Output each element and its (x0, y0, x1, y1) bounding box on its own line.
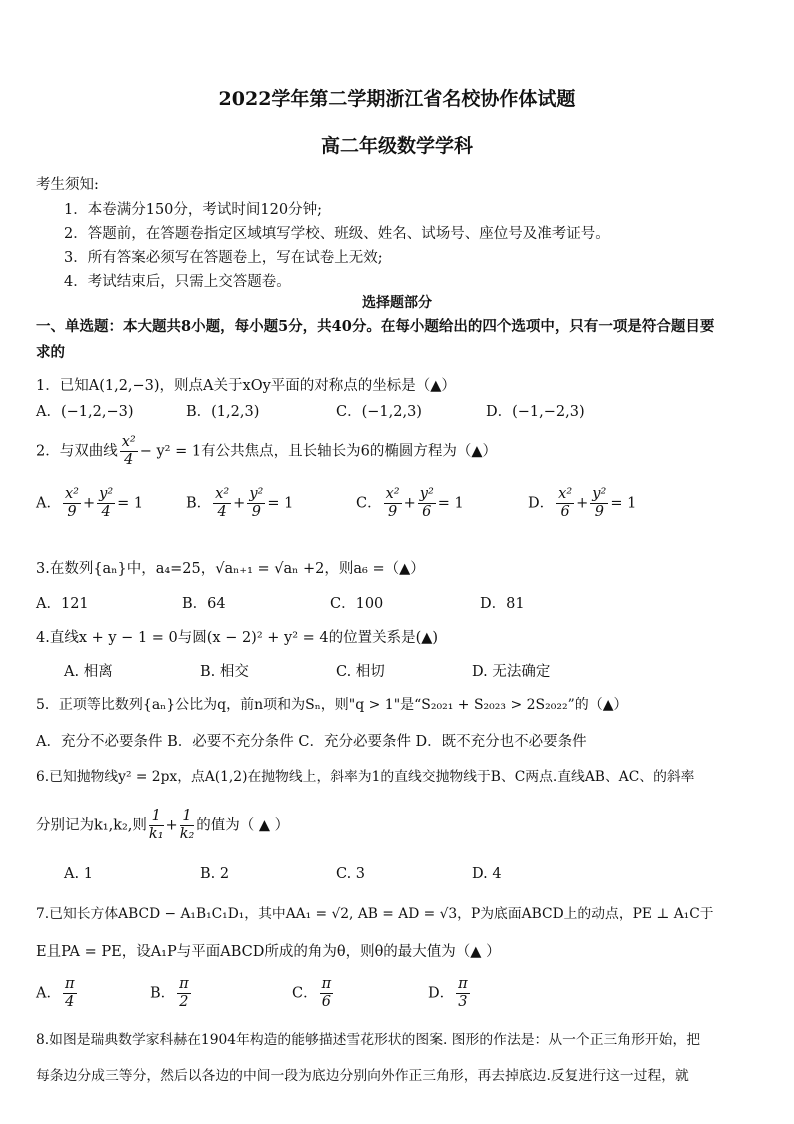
question-6-fraction-2: $\frac{1}{\text{k₂}}$ (179, 808, 195, 842)
question-7-line1: 7.已知长方体ABCD − A₁B₁C₁D₁，其中AA₁ = √2, AB = AD = √3，P为底面ABCD上的动点，PE ⊥ A₁C于 (36, 906, 714, 922)
notice-heading: 考生须知: (36, 177, 99, 193)
question-1-stem: 1．已知A(1,2,−3)，则点A关于xOy平面的对称点的坐标是（▲） (36, 378, 456, 394)
question-6-option-b: B. 2 (200, 866, 230, 882)
question-6-line1: 6.已知抛物线y² = 2px，点A(1,2)在抛物线上，斜率为1的直线交抛物线于B、C两点.直线AB、AC、的斜率 (36, 769, 695, 785)
question-6-fraction-1: $\frac{1}{\text{k₁}}$ (148, 808, 164, 842)
exam-title: 2022学年第二学期浙江省名校协作体试题 (218, 88, 576, 110)
question-2-option-d: D． $\frac{\text{x²}}{6}$ + $\frac{\text{y²}}{9}$ = 1 (528, 486, 637, 520)
exam-subtitle: 高二年级数学学科 (320, 135, 473, 157)
question-7-option-d: D． $\frac{\pi}{3}$ (428, 976, 468, 1010)
question-2-option-b: B． $\frac{\text{x²}}{4}$ + $\frac{\text{y²}}{9}$ = 1 (186, 486, 294, 520)
question-3-option-b: B．64 (182, 596, 226, 612)
question-8-line2: 每条边分成三等分，然后以各边的中间一段为底边分别向外作正三角形，再去掉底边.反复进行这一过程，就 (36, 1068, 689, 1084)
question-2-stem-post: − y² = 1有公共焦点，且长轴长为6的椭圆方程为（▲） (139, 443, 497, 460)
question-4-option-d: D. 无法确定 (472, 664, 551, 680)
question-6-option-c: C. 3 (336, 866, 366, 882)
section-instruction-line1: 一、单选题：本大题共8小题，每小题5分，共40分。在每小题给出的四个选项中，只有一项是符合题目要 (36, 318, 715, 335)
section-instruction-line2: 求的 (36, 344, 65, 361)
question-7-option-b: B． $\frac{\pi}{2}$ (150, 976, 189, 1010)
question-4-stem: 4.直线x + y − 1 = 0与圆(x − 2)² + y² = 4的位置关系是(▲) (36, 630, 439, 646)
question-1-option-b: B．(1,2,3) (186, 404, 260, 420)
question-2-stem-pre: 2．与双曲线 (36, 443, 118, 460)
notice-item-3: 3．所有答案必须写在答题卷上，写在试卷上无效; (64, 250, 383, 266)
notice-item-4: 4．考试结束后，只需上交答题卷。 (64, 274, 291, 290)
question-8-line1: 8.如图是瑞典数学家科赫在1904年构造的能够描述雪花形状的图案. 图形的作法是：从一个正三角形开始，把 (36, 1032, 701, 1048)
question-5-options: A．充分不必要条件 B．必要不充分条件 C．充分必要条件 D．既不充分也不必要条件 (36, 734, 587, 750)
notice-item-1: 1．本卷满分150分，考试时间120分钟; (64, 202, 322, 218)
question-3-option-a: A．121 (36, 596, 89, 612)
question-6-line2: 分别记为k₁,k₂,则 $\frac{1}{\text{k₁}}$ + $\frac{1}{\text{k₂}}$ 的值为（ ▲ ） (36, 808, 290, 842)
question-4-option-a: A. 相离 (64, 664, 113, 680)
question-2-option-c: C． $\frac{\text{x²}}{9}$ + $\frac{\text{y²}}{6}$ = 1 (356, 486, 464, 520)
question-1-option-a: A．(−1,2,−3) (36, 404, 134, 420)
section-name: 选择题部分 (362, 295, 432, 311)
question-2-hyperbola-fraction: $\frac{\text{x²}}{4}$ (121, 434, 136, 468)
question-6-option-d: D. 4 (472, 866, 502, 882)
notice-item-2: 2．答题前，在答题卷指定区域填写学校、班级、姓名、试场号、座位号及准考证号。 (64, 226, 610, 242)
question-1-option-c: C．(−1,2,3) (336, 404, 422, 420)
question-3-stem: 3.在数列{aₙ}中，a₄=25，√aₙ₊₁ = √aₙ +2，则a₆ =（▲） (36, 561, 425, 577)
question-2-stem (36, 434, 497, 469)
question-2-option-a: A． $\frac{\text{x²}}{9}$ + $\frac{\text{y²}}{4}$ = 1 (36, 486, 144, 520)
question-6-option-a: A. 1 (64, 866, 93, 882)
question-3-option-c: C．100 (330, 596, 384, 612)
question-4-option-b: B. 相交 (200, 664, 249, 680)
question-7-option-c: C． $\frac{\pi}{6}$ (292, 976, 332, 1010)
question-4-option-c: C. 相切 (336, 664, 385, 680)
question-7-option-a: A． $\frac{\pi}{4}$ (36, 976, 75, 1010)
question-3-option-d: D．81 (480, 596, 525, 612)
question-1-option-d: D．(−1,−2,3) (486, 404, 585, 420)
question-5-stem: 5．正项等比数列{aₙ}公比为q，前n项和为Sₙ，则"q > 1"是“S₂₀₂₁ + S₂₀₂₃ > 2S₂₀₂₂”的（▲） (36, 697, 628, 713)
question-7-line2: E且PA = PE，设A₁P与平面ABCD所成的角为θ，则θ的最大值为（▲ ） (36, 944, 501, 960)
